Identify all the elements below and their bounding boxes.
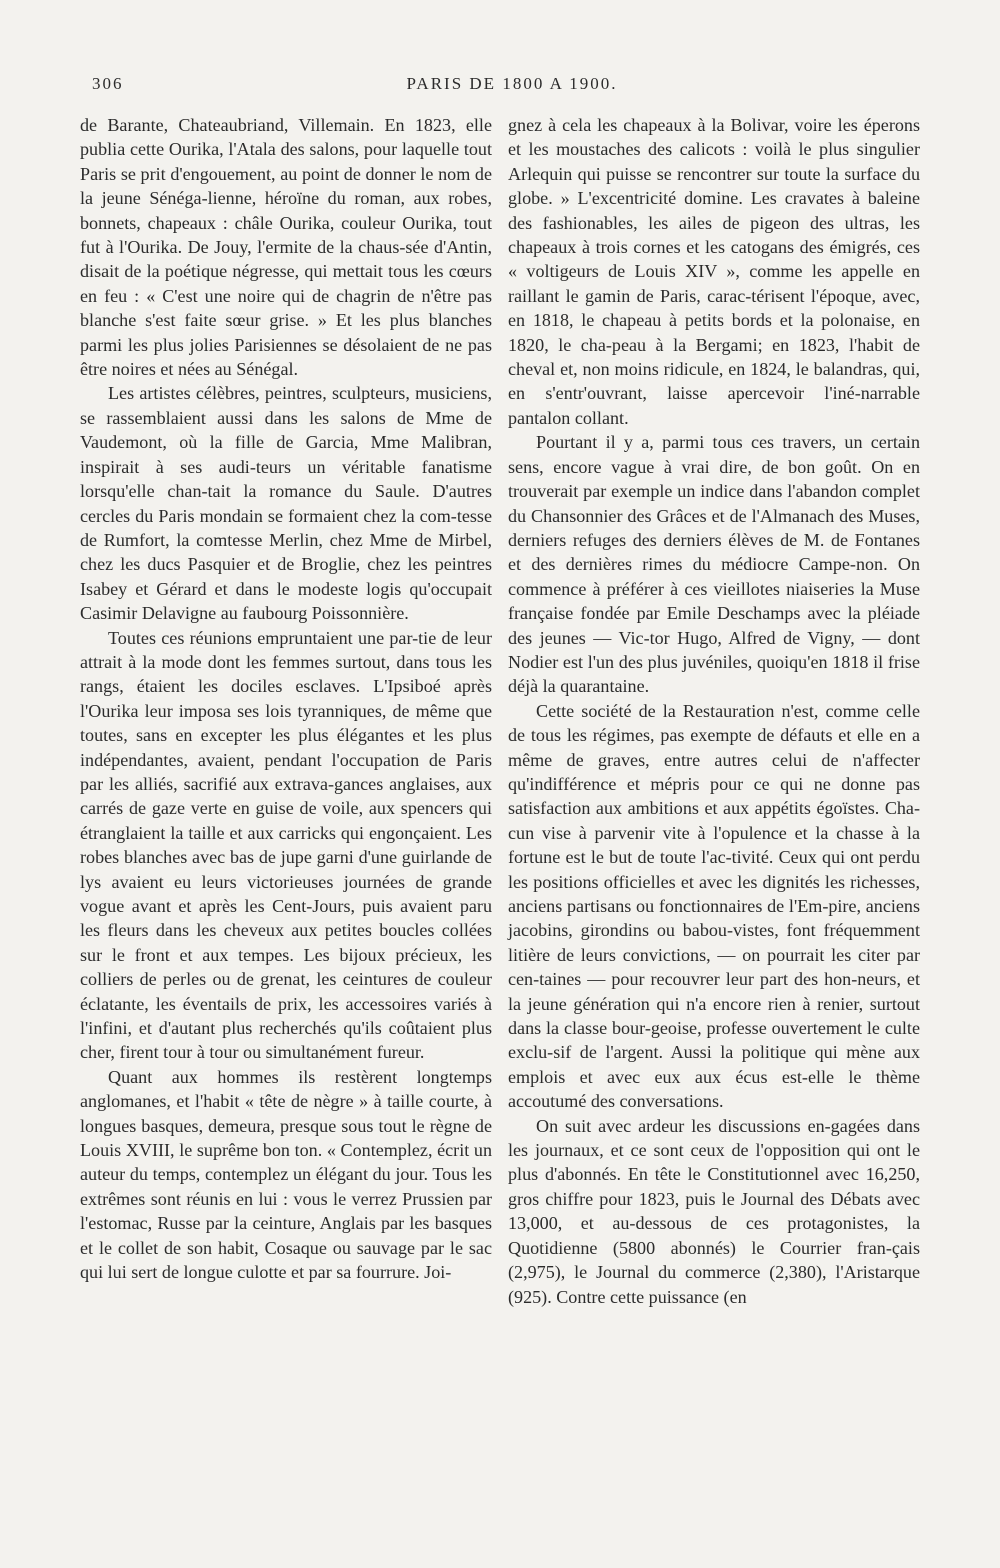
page-header <box>92 74 932 100</box>
page-number: 306 <box>92 74 124 93</box>
paragraph: Pourtant il y a, parmi tous ces travers, un certain sens, encore vague à vrai dire, de bon goût. On en trouverait par exemple un indice dans l'abandon complet du Chansonnier des Grâces et de l'Almanach des Muses, derniers refuges des derniers élèves de M. de Fontanes et des dernières rimes du médiocre Campe-non. On commence à préférer à ces vieillotes niaiseries la Muse française fondée par Emile Deschamps avec la pléiade des jeunes — Vic-tor Hugo, Alfred de Vigny, — dont Nodier est l'un des plus juvéniles, quoiqu'en 1818 il frise déjà la quarantaine. <box>508 432 920 697</box>
paragraph: gnez à cela les chapeaux à la Bolivar, voire les éperons et les moustaches des calicots : voilà le plus singulier Arlequin qui puisse se rencontrer sur toute la surface du globe. » L'excentricité domine. Les cravates à baleine des fashionables, les ailes de pigeon des ultras, les chapeaux à trois cornes et les catogans des émigrés, ces « voltigeurs de Louis XIV », comme les appelle en raillant le gamin de Paris, carac-térisent l'époque, avec, en 1818, le chapeau à petits bords et la polonaise, en 1820, le cha-peau à la Bergami; en 1823, l'habit de cheval et, non moins ridicule, en 1824, le balandras, qui, en s'entr'ouvrant, laisse apercevoir l'iné-narrable pantalon collant. <box>508 115 920 428</box>
paragraph: On suit avec ardeur les discussions en-gagées dans les journaux, et ce sont ceux de l'opposition qui ont le plus d'abonnés. En tête le Constitutionnel avec 16,250, gros chiffre pour 1823, puis le Journal des Débats avec 13,000, et au-dessous de ces protagonistes, la Quotidienne (5800 abonnés) le Courrier fran-çais (2,975), le Journal du commerce (2,380), l'Aristarque (925). Contre cette puissance (en <box>508 1115 920 1307</box>
left-column <box>80 113 492 1285</box>
right-column <box>508 113 920 1309</box>
paragraph: Toutes ces réunions empruntaient une par-tie de leur attrait à la mode dont les femmes surtout, dans tous les rangs, étaient les dociles esclaves. L'Ipsiboé après l'Ourika leur imposa ses lois tyranniques, de même que toutes, sans en excepter les plus élégantes et les plus indépendantes, avaient, pendant l'occupation de Paris par les alliés, sacrifié aux extrava-gances anglaises, aux carrés de gaze verte en guise de voile, aux spencers qui étranglaient la taille et aux carricks qui engonçaient. Les robes blanches avec bas de jupe garni d'une guirlande de lys avaient eu leurs victorieuses journées de grande vogue avant et après les Cent-Jours, puis avaient paru les fleurs dans les cheveux aux petites boucles collées sur le front et aux tempes. Les bijoux précieux, les colliers de perles ou de grenat, les ceintures de couleur éclatante, les éventails de prix, les accessoires variés à l'infini, et d'autant plus recherchés qu'ils coûtaient plus cher, firent tour à tour ou simultanément fureur. <box>80 627 492 1063</box>
paragraph: Les artistes célèbres, peintres, sculpteurs, musiciens, se rassemblaient aussi dans les salons de Mme de Vaudemont, où la fille de Garcia, Mme Malibran, inspirait à ses audi-teurs un véritable fanatisme lorsqu'elle chan-tait la romance du Saule. D'autres cercles du Paris mondain se formaient chez la com-tesse de Rumfort, la comtesse Merlin, chez Mme de Mirbel, chez les ducs Pasquier et de Broglie, chez les peintres Isabey et Gérard et dans le modeste logis qu'occupait Casimir Delavigne au faubourg Poissonnière. <box>80 383 492 624</box>
running-title: PARIS DE 1800 A 1900. <box>406 74 618 93</box>
paragraph: Cette société de la Restauration n'est, comme celle de tous les régimes, pas exempte de défauts et elle en a même de graves, entre autres celui de n'affecter qu'indifférence et mépris pour ce qui ne donne pas satisfaction aux ambitions et aux appétits égoïstes. Cha-cun vise à parvenir vite à l'opulence et la chasse à la fortune est le but de toute l'ac-tivité. Ceux qui ont perdu les positions officielles et avec les dignités les richesses, anciens partisans ou fonctionnaires de l'Em-pire, anciens jacobins, girondins ou babou-vistes, font fréquemment litière de leurs convictions, — on pourrait les citer par cen-taines — pour recouvrer leur part des hon-neurs, et la jeune génération qui n'a encore rien à renier, surtout dans la classe bour-geoise, professe ouvertement le culte exclu-sif de l'argent. Aussi la politique qui mène aux emplois et avec eux aux écus est-elle le thème accoutumé des conversations. <box>508 700 920 1112</box>
paragraph: de Barante, Chateaubriand, Villemain. En 1823, elle publia cette Ourika, l'Atala des salons, pour laquelle tout Paris se prit d'engouement, au point de donner le nom de la jeune Sénéga-lienne, héroïne du roman, aux robes, bonnets, chapeaux : châle Ourika, couleur Ourika, tout fut à l'Ourika. De Jouy, l'ermite de la chaus-sée d'Antin, disait de la poétique négresse, qui mettait tous les cœurs en feu : « C'est une noire qui de chagrin de n'être pas blanche s'est faite sœur grise. » Et les plus blanches parmi les plus jolies Parisiennes se désolaient de ne pas être noires et nées au Sénégal. <box>80 115 492 380</box>
paragraph: Quant aux hommes ils restèrent longtemps anglomanes, et l'habit « tête de nègre » à taille courte, à longues basques, demeura, presque sous tout le règne de Louis XVIII, le suprême bon ton. « Contemplez, écrit un auteur du temps, contemplez un élégant du jour. Tous les extrêmes sont réunis en lui : vous le verrez Prussien par l'estomac, Russe par la ceinture, Anglais par les basques et le collet de son habit, Cosaque ou sauvage par le sac qui lui sert de longue culotte et par sa fourrure. Joi- <box>80 1066 492 1283</box>
